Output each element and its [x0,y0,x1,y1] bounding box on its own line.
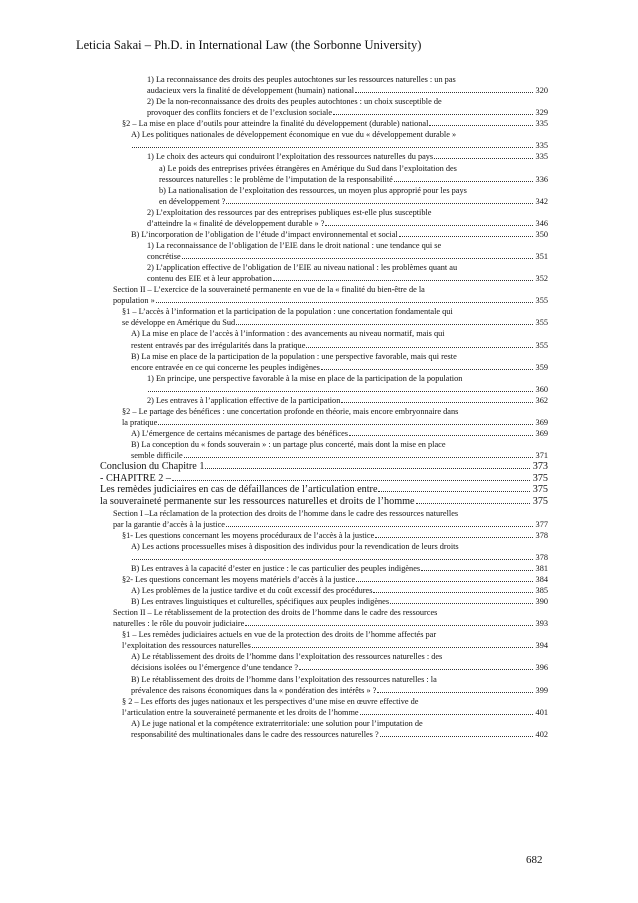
toc-entry-title: A) La mise en place de l’accès à l’information : des avancements au niveau normatif, mais qui [131,329,445,339]
toc-entry [147,107,548,118]
toc-leader-dots [132,559,533,560]
toc-entry-title: restent entravés par des irrégularités dans la pratique [131,340,306,350]
toc-entry-title: d’atteindre la « finalité de développement durable » ? [147,218,325,228]
toc-leader-dots [429,125,533,126]
toc-entry [122,629,548,640]
toc-entry-page: 402 [535,729,548,739]
toc-entry-title: Section II – Le rétablissement de la protection des droits de l’homme dans le cadre des ressources [113,608,438,618]
toc-entry [131,541,548,552]
toc-entry [122,317,548,328]
toc-entry-title: Section I –La réclamation de la protection des droits de l’homme dans le cadre des ressources naturelles [113,508,459,518]
toc-entry-title: en développement ? [159,196,226,206]
toc-entry [131,129,548,140]
toc-leader-dots [421,570,533,571]
toc-leader-dots [394,181,533,182]
toc-entry-page: 320 [535,86,548,96]
toc-entry-title: a) Le poids des entreprises privées étrangères en Amérique du Sud dans l’exploitation des [159,163,457,173]
toc-entry [122,707,548,718]
toc-entry [131,674,548,685]
toc-entry [131,662,548,673]
toc-entry-title: responsabilité des multinationales dans le cadre des ressources naturelles ? [131,729,379,739]
toc-entry-title: § 2 – Les efforts des juges nationaux et les perspectives d’une mise en œuvre effective de [122,696,419,706]
toc-entry-title: contenu des EIE et à leur approbation [147,274,272,284]
toc-leader-dots [156,302,533,303]
toc-entry [159,185,548,196]
toc-entry [131,351,548,362]
toc-leader-dots [148,391,533,392]
toc-entry-title: A) Les problèmes de la justice tardive et du coût excessif des procédures [131,586,373,595]
toc-entry-title: §1 – Les remèdes judiciaires actuels en vue de la protection des droits de l’homme affectés par [122,630,437,640]
toc-entry [131,651,548,662]
toc-entry [131,718,548,729]
toc-entry-title: l’articulation entre la souveraineté permanente et les droits de l’homme [122,707,359,717]
toc-entry-title: 2) L’application effective de l’obligation de l’EIE au niveau national : les problèmes quant au [147,263,458,273]
toc-entry-title: Conclusion du Chapitre 1 [100,461,205,473]
toc-entry [147,373,548,384]
toc-entry-title: A) Le rétablissement des droits de l’homme dans l’exploitation des ressources naturelles : des [131,652,443,662]
toc-entry-title: population » [113,296,155,306]
toc-entry-page: 360 [535,384,548,394]
toc-leader-dots [349,435,533,436]
toc-entry [147,96,548,107]
toc-entry [131,428,548,439]
toc-entry [147,384,548,395]
toc-entry-page: 335 [535,119,548,129]
toc-entry [159,174,548,185]
toc-entry-page: 378 [535,552,548,562]
toc-entry [122,530,548,541]
toc-entry [131,340,548,351]
toc-entry-page: 359 [535,362,548,372]
toc-entry [131,439,548,450]
toc-entry-page: 377 [535,519,548,529]
toc-leader-dots [373,592,533,593]
toc-leader-dots [182,258,533,259]
toc-entry-title: la souveraineté permanente sur les ressources naturelles et droits de l’homme [100,495,415,507]
toc-entry-title: B) Les entraves linguistiques et culturelles, spécifiques aux peuples indigènes [131,597,390,607]
toc-entry [113,519,548,530]
toc-leader-dots [416,503,530,504]
toc-entry-title: 2) Les entraves à l’application effective de la participation [147,395,341,405]
toc-entry-title: 1) La reconnaissance de l’obligation de l’EIE dans le droit national : une tendance qui se [147,240,442,250]
toc-entry [131,563,548,574]
toc-entry-page: 375 [532,495,548,507]
toc-leader-dots [273,280,533,281]
toc-entry-title: encore entravée en ce qui concerne les peuples indigènes [131,362,320,372]
toc-entry [147,240,548,251]
toc-entry-page: 369 [535,429,548,438]
toc-leader-dots [325,225,533,226]
toc-entry-page: 393 [535,619,548,629]
toc-leader-dots [434,158,533,159]
toc-entry [147,151,548,162]
toc-entry-title: semble difficile [131,451,183,461]
toc-leader-dots [360,714,533,715]
toc-entry-title: §2 – La mise en place d’outils pour atteindre la finalité du développement (durable) national [122,119,429,129]
toc-entry-title: B) L’incorporation de l’obligation de l’étude d’impact environnemental et social [131,229,398,239]
toc-entry [131,328,548,339]
toc-entry-title: B) La conception du « fonds souverain » : un partage plus concerté, mais dont la mise en place [131,440,446,450]
toc-leader-dots [390,603,533,604]
toc-entry-page: 378 [535,530,548,540]
toc-entry [113,618,548,629]
toc-entry-page: 336 [535,174,548,184]
toc-entry-title: se développe en Amérique du Sud [122,318,236,328]
toc-entry [100,496,548,508]
toc-entry-title: B) Les entraves à la capacité d’ester en justice : le cas particulier des peuples indigènes [131,563,421,573]
toc-leader-dots [375,537,533,538]
toc-leader-dots [184,457,533,458]
toc-entry-title: l’exploitation des ressources naturelles [122,641,251,651]
toc-entry-page: 385 [535,586,548,595]
toc-leader-dots [252,647,533,648]
toc-entry-title: par la garantie d’accès à la justice [113,519,225,529]
toc-entry [122,118,548,129]
toc-entry-page: 381 [535,563,548,573]
toc-entry-title: §2 – Le partage des bénéfices : une concertation profonde en théorie, mais encore embryonnaire dans [122,406,459,416]
toc-entry [122,640,548,651]
toc-leader-dots [245,625,533,626]
toc-entry-title: A) Les actions processuelles mises à disposition des individus pour la revendication de leurs droits [131,541,459,551]
toc-entry-title: 1) Le choix des acteurs qui conduiront l’exploitation des ressources naturelles du pays [147,152,434,162]
toc-entry-title: audacieux vers la finalité de développement (humain) national [147,86,355,96]
toc-entry-title: Les remèdes judiciaires en cas de défaillances de l’articulation entre [100,484,378,496]
toc-entry-page: 396 [535,663,548,673]
toc-leader-dots [380,736,533,737]
toc-entry [122,406,548,417]
toc-entry-title: ressources naturelles : le problème de l’imputation de la responsabilité [159,174,393,184]
toc-entry [147,74,548,85]
toc-entry [113,284,548,295]
toc-entry [131,729,548,740]
toc-entry [131,552,548,563]
toc-entry-page: 375 [532,484,548,496]
toc-entry [147,85,548,96]
toc-leader-dots [356,581,533,582]
toc-entry [122,306,548,317]
toc-entry-title: B) Le rétablissement des droits de l’homme dans l’exploitation des ressources naturelles : la [131,674,437,684]
toc-entry-page: 401 [535,707,548,717]
toc-entry-page: 329 [535,108,548,118]
toc-entry-page: 369 [535,417,548,427]
toc-entry-title: décisions isolées ou l’émergence d’une tendance ? [131,663,299,673]
toc-entry [113,295,548,306]
toc-entry-title: §2- Les questions concernant les moyens matériels d’accès à la justice [122,574,356,584]
toc-entry [147,251,548,262]
toc-entry-page: 350 [535,229,548,239]
toc-entry [113,607,548,618]
toc-leader-dots [226,203,533,204]
toc-entry [113,508,548,519]
toc-entry [159,163,548,174]
toc-entry-page: 355 [535,340,548,350]
toc-entry-title: 1) En principe, une perspective favorable à la mise en place de la participation de la population [147,373,463,383]
toc-entry-title: 2) L’exploitation des ressources par des entreprises publiques est-elle plus susceptible [147,207,432,217]
table-of-contents [0,74,638,740]
toc-entry-title: 1) La reconnaissance des droits des peuples autochtones sur les ressources naturelles : un pas [147,75,456,84]
toc-leader-dots [333,114,533,115]
toc-entry [159,196,548,207]
toc-leader-dots [158,424,533,425]
toc-entry-page: 335 [535,141,548,151]
toc-leader-dots [299,669,533,670]
toc-entry [147,273,548,284]
toc-leader-dots [205,468,530,469]
toc-entry [131,450,548,461]
toc-entry [100,461,548,473]
toc-entry [131,685,548,696]
toc-entry-title: provoquer des conflits fonciers et de l’exclusion sociale [147,108,333,118]
toc-entry-title: B) La mise en place de la participation de la population : une perspective favorable, mais qui reste [131,351,457,361]
toc-entry-page: 355 [535,296,548,306]
toc-entry-title: A) L’émergence de certains mécanismes de partage des bénéfices [131,429,348,438]
toc-entry-page: 375 [532,472,548,484]
toc-entry [131,585,548,596]
toc-entry-page: 384 [535,574,548,584]
toc-entry-page: 335 [535,152,548,162]
toc-entry-title: Section II – L’exercice de la souveraineté permanente en vue de la « finalité du bien-être de la [113,285,425,295]
toc-entry [100,473,548,485]
toc-entry [131,229,548,240]
toc-leader-dots [321,369,533,370]
toc-entry [147,395,548,406]
toc-entry [131,140,548,151]
toc-entry-page: 355 [535,318,548,328]
toc-leader-dots [236,324,533,325]
toc-entry-page: 371 [535,451,548,461]
toc-entry-title: §1 – L’accès à l’information et la participation de la population : une concertation fondamentale qui [122,307,453,317]
toc-entry-title: 2) De la non-reconnaissance des droits des peuples autochtones : un choix susceptible de [147,97,442,107]
toc-entry-page: 352 [535,274,548,284]
toc-entry-title: b) La nationalisation de l’exploitation des ressources, un moyen plus approprié pour les pays [159,185,467,195]
toc-leader-dots [355,92,533,93]
toc-entry-title: la pratique [122,417,158,427]
toc-leader-dots [377,692,533,693]
toc-leader-dots [378,491,530,492]
page-number: 682 [526,854,543,866]
toc-leader-dots [399,236,533,237]
toc-entry-page: 342 [535,196,548,206]
toc-leader-dots [226,526,533,527]
toc-entry [147,218,548,229]
toc-entry-page: 362 [535,395,548,405]
toc-entry-title: concrétise [147,252,181,261]
toc-entry [131,596,548,607]
toc-entry-page: 394 [535,641,548,651]
toc-entry [122,574,548,585]
toc-entry-title: - CHAPITRE 2 – [100,472,172,484]
toc-entry [147,207,548,218]
toc-entry [100,484,548,496]
toc-entry-title: A) Le juge national et la compétence extraterritoriale: une solution pour l’imputation de [131,718,423,728]
toc-leader-dots [341,402,533,403]
toc-entry-title: A) Les politiques nationales de développement économique en vue du « développement durable » [131,130,457,140]
toc-entry-page: 399 [535,685,548,695]
toc-entry-title: §1- Les questions concernant les moyens procéduraux de l’accès à la justice [122,530,375,540]
toc-entry [122,417,548,428]
toc-leader-dots [172,480,530,481]
toc-entry [131,362,548,373]
toc-entry-page: 351 [535,252,548,261]
toc-entry-title: naturelles : le rôle du pouvoir judiciaire [113,619,245,629]
toc-entry-title: prévalence des raisons économiques dans la « pondération des intérêts » ? [131,685,377,695]
toc-entry-page: 373 [532,461,548,473]
toc-entry-page: 390 [535,597,548,607]
toc-leader-dots [132,147,533,148]
toc-entry [147,262,548,273]
running-header: Leticia Sakai – Ph.D. in International Law (the Sorbonne University) [76,38,422,52]
toc-leader-dots [306,347,533,348]
toc-entry-page: 346 [535,218,548,228]
toc-entry [122,696,548,707]
